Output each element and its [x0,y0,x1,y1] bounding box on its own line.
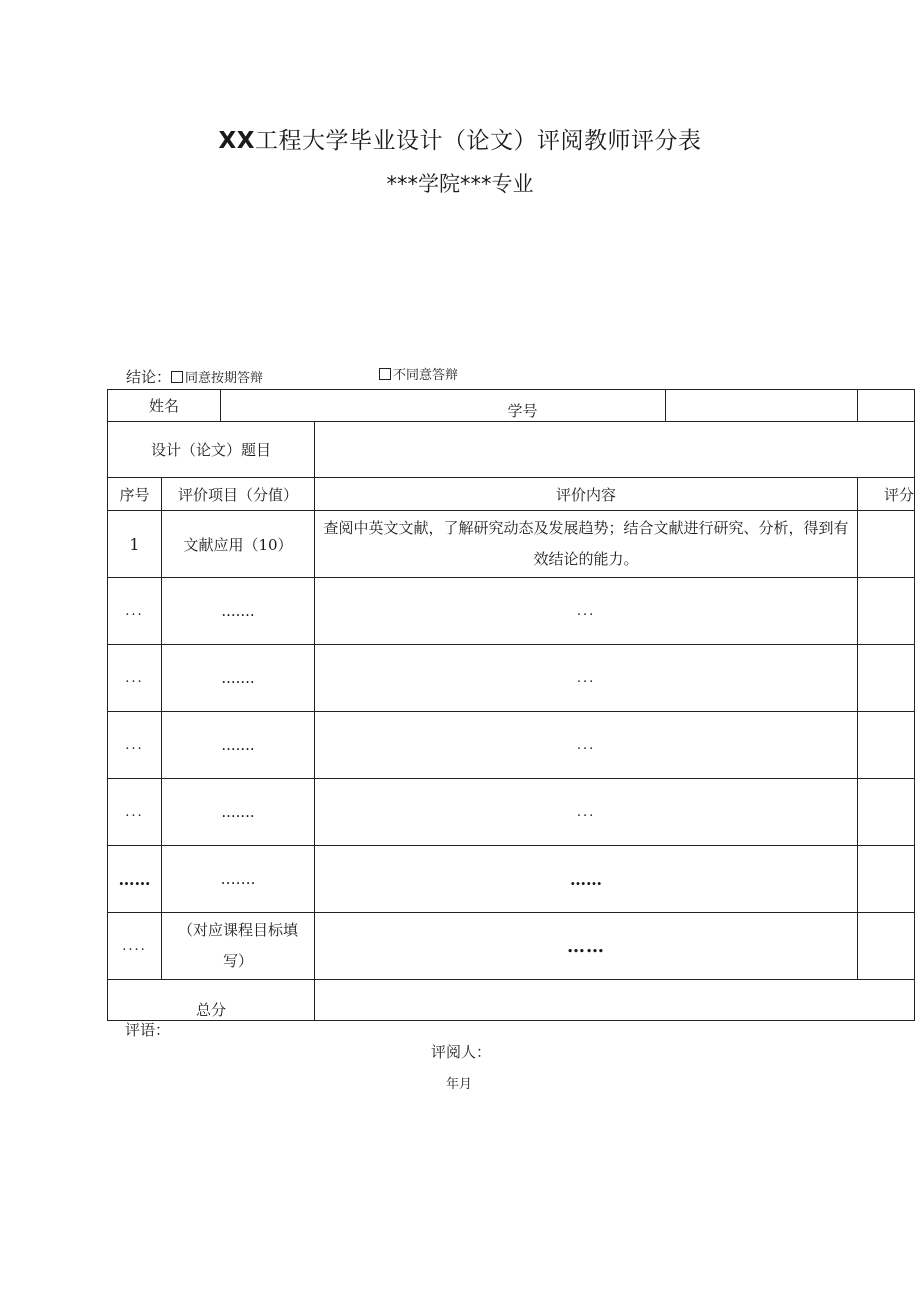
student-id-label [666,390,858,422]
row-seq: ... [108,712,162,779]
row-score[interactable] [858,846,915,913]
title-prefix: XX [218,128,255,154]
row-content: ... [315,645,858,712]
disagree-option[interactable] [379,364,458,383]
row-seq: ... [108,645,162,712]
conclusion-section [126,366,459,387]
score-table [107,389,915,1021]
topic-label: 设计（论文）题目 [108,422,315,478]
row-seq: .... [108,913,162,980]
table-row [108,913,915,980]
student-id-field[interactable] [858,390,915,422]
total-value[interactable] [315,980,915,1021]
disagree-checkbox[interactable] [379,368,391,380]
header-seq: 序号 [108,478,162,511]
row-item: ....... [162,645,315,712]
title-text: 工程大学毕业设计（论文）评阅教师评分表 [254,128,702,154]
table-row [108,645,915,712]
row-seq: ... [108,578,162,645]
header-content: 评价内容 [315,478,858,511]
table-row [108,578,915,645]
total-row [108,980,915,1021]
agree-checkbox[interactable] [171,371,183,383]
agree-option[interactable] [171,371,263,386]
conclusion-label: 结论： [126,368,172,386]
table-row [108,779,915,846]
reviewer-label: 评阅人： [431,1043,492,1061]
row-seq: 1 [108,511,162,578]
row-content: 查阅中英文文献，了解研究动态及发展趋势；结合文献进行研究、分析，得到有效结论的能力。 [315,511,858,578]
comment-label: 评语： [125,1021,171,1039]
row-content: ... [315,578,858,645]
row-content: ... [315,712,858,779]
name-label: 姓名 [108,390,221,422]
page-title [0,122,920,155]
row-seq: ... [108,779,162,846]
row-item: 文献应用（10） [162,511,315,578]
header-row [108,478,915,511]
row-score[interactable] [858,645,915,712]
date-label: 年月 [446,1077,473,1092]
row-seq: …… [108,846,162,913]
row-score[interactable] [858,578,915,645]
row-item: ……. [162,846,315,913]
header-score: 评分 [858,478,915,511]
table-row [108,511,915,578]
row-item: ....... [162,578,315,645]
row-content: ... [315,779,858,846]
row-content: …… [315,913,858,980]
table-row [108,846,915,913]
row-item: ....... [162,779,315,846]
topic-field[interactable] [315,422,915,478]
student-id-label-overlay: 学号 [507,402,538,420]
topic-row [108,422,915,478]
agree-label: 同意按期答辩 [185,371,264,386]
header-item: 评价项目（分值） [162,478,315,511]
disagree-label: 不同意答辩 [393,368,459,383]
row-item: （对应课程目标填写） [162,913,315,980]
row-item: ....... [162,712,315,779]
row-score[interactable] [858,712,915,779]
name-field[interactable] [221,390,666,422]
page-subtitle: ***学院***专业 [386,172,534,196]
table-row [108,712,915,779]
row-score[interactable] [858,913,915,980]
row-content: …… [315,846,858,913]
total-label: 总分 [108,980,315,1021]
row-score[interactable] [858,511,915,578]
row-score[interactable] [858,779,915,846]
